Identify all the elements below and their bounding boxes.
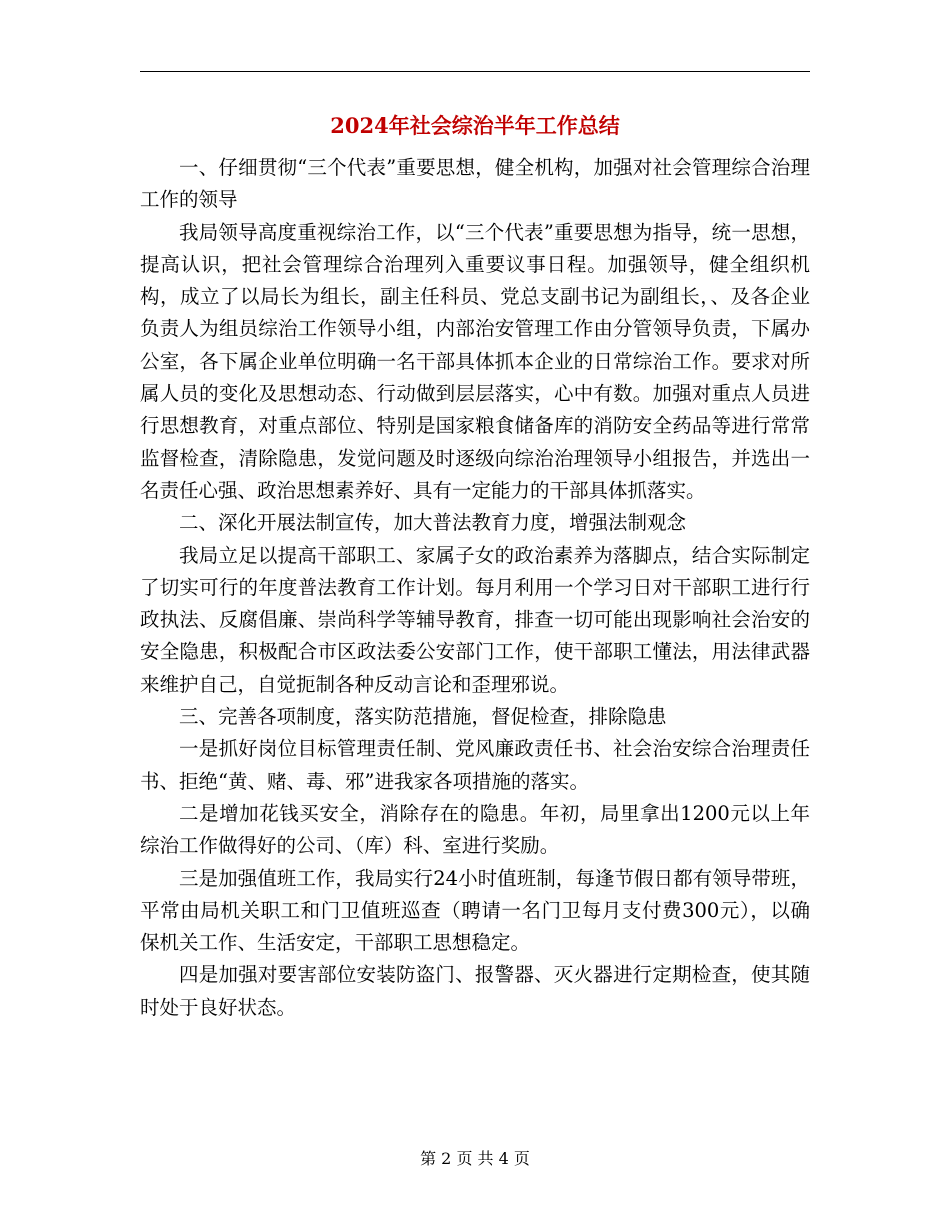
paragraph: 二是增加花钱买安全，消除存在的隐患。年初，局里拿出1200元以上年综治工作做得好的公司、（库）科、室进行奖励。 (140, 801, 810, 858)
document-body (140, 152, 810, 1024)
paragraph: 我局领导高度重视综治工作，以“三个代表”重要思想为指导，统一思想，提高认识，把社会管理综合治理列入重要议事日程。加强领导，健全组织机构，成立了以局长为组长，副主任科员、党总支副书记为副组长，、及各企业负责人为组员综治工作领导小组，内部治安管理工作由分管领导负责，下属办公室，各下属企业单位明确一名干部具体抓本企业的日常综治工作。要求对所属人员的变化及思想动态、行动做到层层落实，心中有数。加强对重点人员进行思想教育，对重点部位、特别是国家粮食储备库的消防安全药品等进行常常监督检查，清除隐患，发觉问题及时逐级向综治治理领导小组报告，并选出一名责任心强、政治思想素养好、具有一定能力的干部具体抓落实。 (140, 220, 810, 502)
page-number: 第 2 页 共 4 页 (420, 1149, 530, 1168)
heading-3: 三、完善各项制度，落实防范措施，督促检查，排除隐患 (179, 705, 667, 729)
heading-2: 二、深化开展法制宣传，加大普法教育力度，增强法制观念 (179, 511, 687, 535)
header-rule (140, 71, 810, 72)
heading-1: 一、仔细贯彻“三个代表”重要思想，健全机构，加强对社会管理综合治理工作的领导 (140, 156, 810, 212)
document-title: 2024年社会综治半年工作总结 (330, 113, 620, 138)
paragraph: 我局立足以提高干部职工、家属子女的政治素养为落脚点，结合实际制定了切实可行的年度普法教育工作计划。每月利用一个学习日对干部职工进行行政执法、反腐倡廉、崇尚科学等辅导教育，排查一切可能出现影响社会治安的安全隐患，积极配合市区政法委公安部门工作，使干部职工懂法，用法律武器来维护自己，自觉扼制各种反动言论和歪理邪说。 (140, 543, 810, 696)
paragraph: 三是加强值班工作，我局实行24小时值班制，每逢节假日都有领导带班，平常由局机关职工和门卫值班巡查（聘请一名门卫每月支付费300元），以确保机关工作、生活安定，干部职工思想稳定。 (140, 866, 810, 955)
paragraph: 四是加强对要害部位安装防盗门、报警器、灭火器进行定期检查，使其随时处于良好状态。 (140, 963, 810, 1019)
paragraph: 一是抓好岗位目标管理责任制、党风廉政责任书、社会治安综合治理责任书、拒绝“黄、赌、毒、邪”进我家各项措施的落实。 (140, 737, 810, 793)
